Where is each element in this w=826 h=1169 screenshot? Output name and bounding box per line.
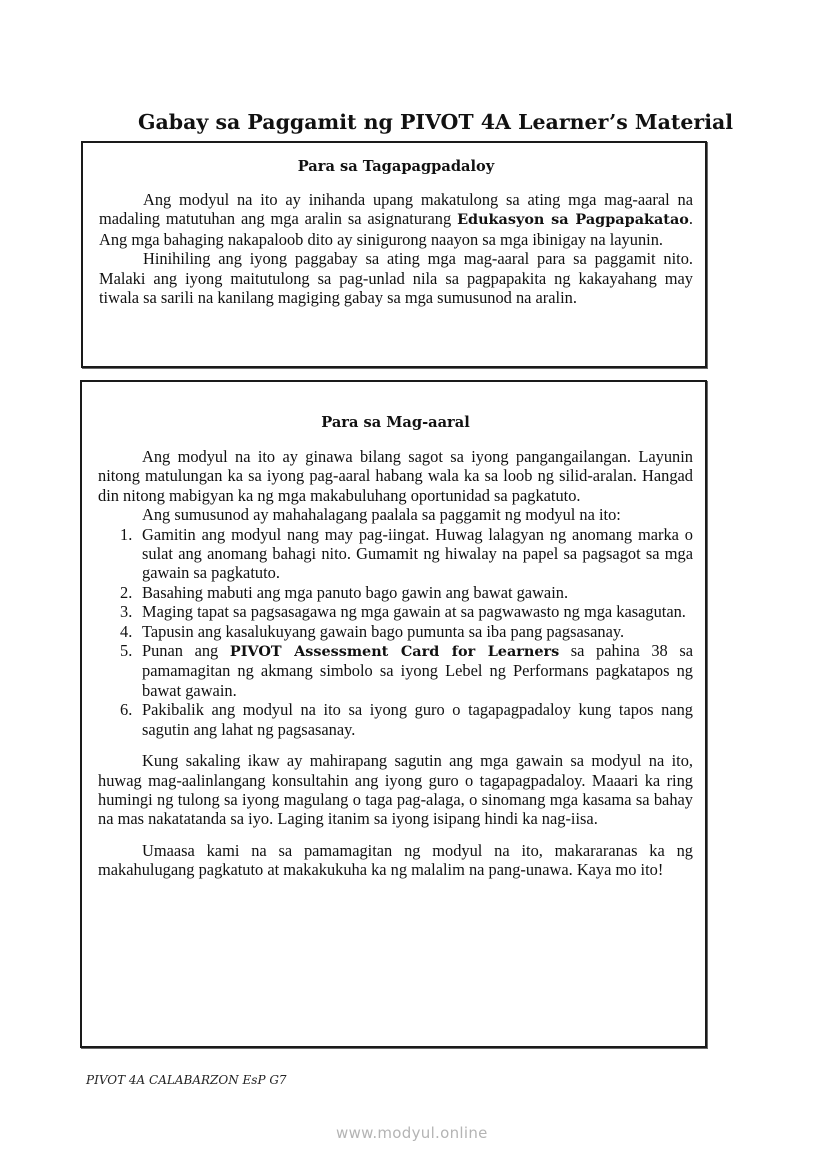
list-item-text-a: Punan ang	[142, 641, 230, 661]
list-item-text: Basahing mabuti ang mga panuto bago gawin ang bawat gawain.	[142, 582, 569, 602]
subject-name: Edukasyon sa Pagpapakatao	[457, 211, 689, 229]
facilitator-paragraph-1-text-a: Ang modyul na ito ay inihanda upang makatulong sa ating mga mag-aaral na madaling matutuhan ang mga aralin sa asignaturang	[99, 190, 693, 229]
learner-paragraph-2: Ang sumusunod ay mahahalagang paalala sa paggamit ng modyul na ito:	[142, 505, 621, 525]
list-item	[120, 525, 693, 583]
list-item	[120, 622, 693, 641]
list-item-number: 2.	[120, 582, 133, 602]
page-title: Gabay sa Paggamit ng PIVOT 4A Learner’s Material	[138, 110, 734, 134]
facilitator-paragraph-1	[99, 190, 693, 249]
assessment-card-name: PIVOT Assessment Card for Learners	[229, 643, 560, 661]
list-item-number: 4.	[120, 621, 133, 641]
list-item-number: 5.	[120, 641, 133, 661]
learner-paragraph-3: Kung sakaling ikaw ay mahirapang sagutin ang mga gawain sa modyul na ito, huwag mag-aalinlangang konsultahin ang iyong guro o tagapagpadaloy. Maaari ka ring humingi ng tulong sa iyong magulang o taga pag-alaga, o sinomang mga kasama sa bahay na mas nakatatanda sa iyo. Laging itanim sa iyong isipang hindi ka nag-iisa.	[98, 751, 693, 829]
spacer	[98, 829, 693, 841]
list-item-text: Tapusin ang kasalukuyang gawain bago pumunta sa iba pang pagsasanay.	[142, 621, 625, 641]
learner-paragraph-1: Ang modyul na ito ay ginawa bilang sagot sa iyong pangangailangan. Layunin nitong matulungan ka sa iyong pag-aaral habang wala ka sa loob ng silid-aralan. Hangad din nitong mabigyan ka ng mga makabuluhang oportunidad sa pagkatuto.	[98, 447, 693, 505]
facilitator-paragraph-2: Hinihiling ang iyong paggabay sa ating mga mag-aaral para sa paggamit nito. Malaki ang iyong maitutulong sa pag-unlad nila sa pagpapakita ng kakayahang may tiwala sa sarili na kanilang magiging gabay sa mga sumusunod na aralin.	[99, 249, 693, 308]
facilitator-box	[81, 141, 707, 368]
list-item	[120, 700, 693, 739]
list-item	[120, 602, 693, 621]
list-item-text-b: sa pahina 38 sa pamamagitan ng akmang simbolo sa iyong Lebel ng Performans pagkatapos ng bawat gawain.	[142, 641, 693, 700]
learner-box	[80, 380, 707, 1048]
list-item-text: Pakibalik ang modyul na ito sa iyong guro o tagapagpadaloy kung tapos nang sagutin ang lahat ng pagsasanay.	[142, 700, 693, 739]
reminders-list	[98, 525, 693, 739]
list-item-number: 6.	[120, 700, 133, 720]
list-item-text: Maging tapat sa pagsasagawa ng mga gawain at sa pagwawasto ng mga kasagutan.	[142, 602, 686, 622]
list-item-number: 1.	[120, 524, 133, 544]
list-item	[120, 583, 693, 602]
list-item-text: Gamitin ang modyul nang may pag-iingat. Huwag lalagyan ng anomang marka o sulat ang anomang bahagi nito. Gumamit ng hiwalay na papel sa pagsagot sa mga gawain sa pagkatuto.	[142, 524, 693, 583]
footer-label: PIVOT 4A CALABARZON EsP G7	[86, 1073, 287, 1087]
learner-heading: Para sa Mag-aaral	[321, 414, 470, 431]
facilitator-heading: Para sa Tagapagpadaloy	[297, 158, 495, 175]
learner-paragraph-4: Umaasa kami na sa pamamagitan ng modyul na ito, makararanas ka ng makahulugang pagkatuto at makakukuha ka ng malalim na pang-unawa. Kaya mo ito!	[98, 840, 693, 880]
spacer	[98, 739, 693, 751]
watermark: www.modyul.online	[336, 1124, 488, 1142]
list-item	[120, 641, 693, 700]
facilitator-paragraph-1-text-b: . Ang mga bahaging nakapaloob dito ay sinigurong naayon sa mga ibinigay na layunin.	[99, 209, 693, 249]
list-item-number: 3.	[120, 602, 133, 622]
